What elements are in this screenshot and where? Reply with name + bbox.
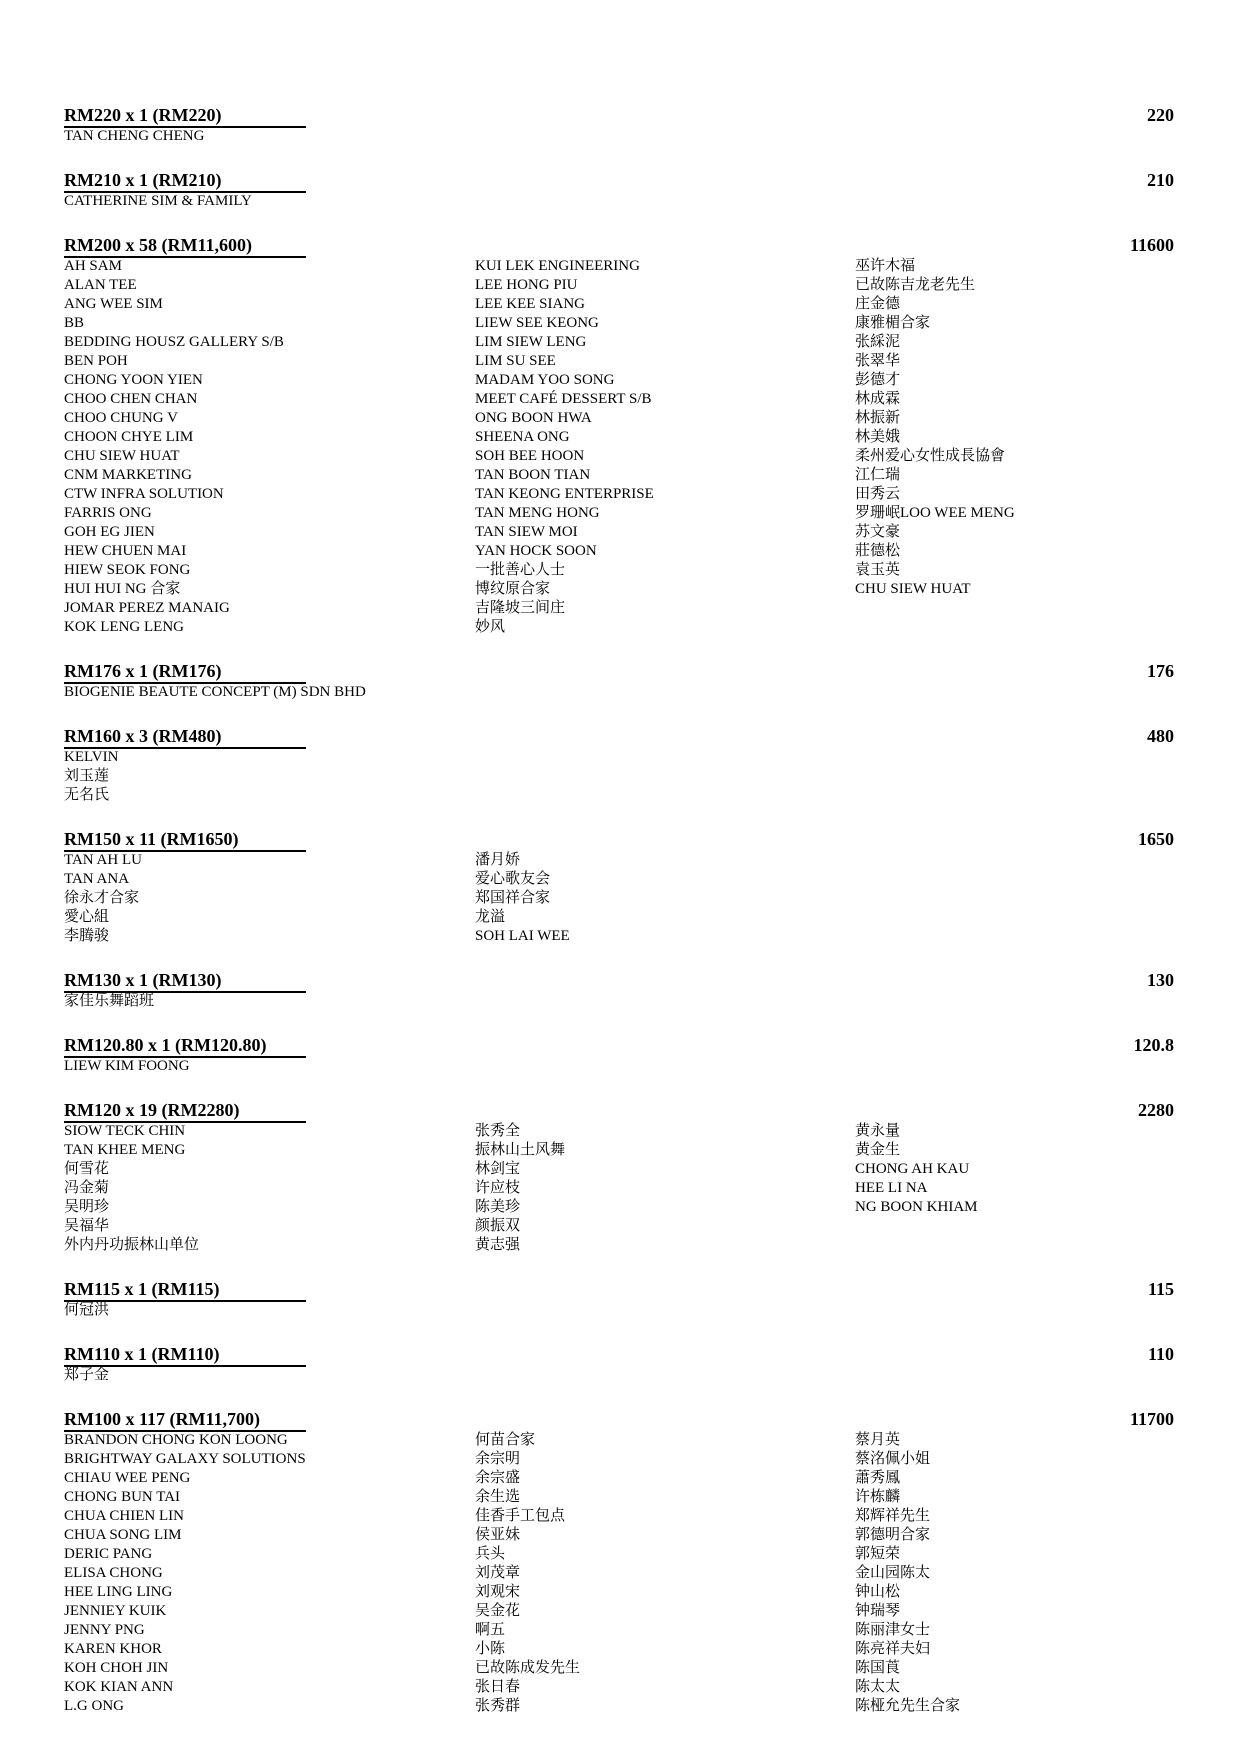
donor-name: 钟瑞琴 bbox=[855, 1603, 901, 1619]
tier-header bbox=[64, 969, 1174, 991]
donor-name: 林振新 bbox=[855, 410, 901, 426]
tier-total: 210 bbox=[1147, 170, 1174, 190]
donation-tier bbox=[64, 660, 1174, 702]
donor-name: 家佳乐舞蹈班 bbox=[64, 993, 155, 1009]
tier-header bbox=[64, 1343, 1174, 1365]
donor-name: 爱心歌友会 bbox=[475, 871, 551, 887]
donation-tier bbox=[64, 1343, 1174, 1385]
donor-name: CHOO CHUNG V bbox=[64, 410, 178, 426]
donor-columns bbox=[64, 1431, 1174, 1716]
donor-name: 振林山土风舞 bbox=[475, 1142, 566, 1158]
donor-column bbox=[64, 1366, 475, 1385]
tier-header bbox=[64, 1278, 1174, 1300]
donor-name: CHOO CHEN CHAN bbox=[64, 391, 198, 407]
donor-name: HUI HUI NG 合家 bbox=[64, 581, 181, 597]
donor-name: 陈亮祥夫妇 bbox=[855, 1641, 931, 1657]
donor-column bbox=[475, 257, 855, 637]
donor-name: ALAN TEE bbox=[64, 277, 137, 293]
donor-name: 陈美珍 bbox=[475, 1199, 521, 1215]
tier-title: RM150 x 11 (RM1650) bbox=[64, 828, 306, 852]
donor-name: 陈丽津女士 bbox=[855, 1622, 931, 1638]
donation-tier bbox=[64, 1099, 1174, 1255]
donor-name: KOK KIAN ANN bbox=[64, 1679, 174, 1695]
donor-name: TAN BOON TIAN bbox=[475, 467, 591, 483]
tier-header bbox=[64, 828, 1174, 850]
donor-name: SOH BEE HOON bbox=[475, 448, 585, 464]
donor-name: KOK LENG LENG bbox=[64, 619, 184, 635]
donor-name: 颜振双 bbox=[475, 1218, 521, 1234]
donor-column bbox=[64, 127, 475, 146]
donor-name: 刘玉莲 bbox=[64, 768, 110, 784]
donor-name: 张日春 bbox=[475, 1679, 521, 1695]
tier-header bbox=[64, 234, 1174, 256]
donor-name: HEE LI NA bbox=[855, 1180, 928, 1196]
donor-columns bbox=[64, 748, 1174, 805]
donor-name: KUI LEK ENGINEERING bbox=[475, 258, 640, 274]
donor-name: 莊德松 bbox=[855, 543, 901, 559]
donor-name: CATHERINE SIM & FAMILY bbox=[64, 193, 252, 209]
donation-tier bbox=[64, 828, 1174, 946]
donor-name: CNM MARKETING bbox=[64, 467, 192, 483]
donor-name: ONG BOON HWA bbox=[475, 410, 592, 426]
donor-name: 庄金德 bbox=[855, 296, 901, 312]
donor-name: 啊五 bbox=[475, 1622, 506, 1638]
donor-name: TAN KHEE MENG bbox=[64, 1142, 186, 1158]
donor-name: CHOON CHYE LIM bbox=[64, 429, 194, 445]
donation-list bbox=[64, 104, 1174, 1739]
donor-name: 余宗明 bbox=[475, 1451, 521, 1467]
donor-name: 吴福华 bbox=[64, 1218, 110, 1234]
tier-total: 115 bbox=[1147, 1279, 1174, 1299]
donor-name: 何冠洪 bbox=[64, 1302, 110, 1318]
donation-tier bbox=[64, 169, 1174, 211]
tier-title: RM200 x 58 (RM11,600) bbox=[64, 234, 306, 258]
donor-name: 何苗合家 bbox=[475, 1432, 536, 1448]
donor-name: CTW INFRA SOLUTION bbox=[64, 486, 224, 502]
donor-name: 妙风 bbox=[475, 619, 506, 635]
donor-column bbox=[64, 192, 475, 211]
donor-name: 张秀全 bbox=[475, 1123, 521, 1139]
donor-name: 余生选 bbox=[475, 1489, 521, 1505]
donor-name: 侯亚妹 bbox=[475, 1527, 521, 1543]
donor-name: 已故陈吉龙老先生 bbox=[855, 277, 976, 293]
donor-name: 许栋麟 bbox=[855, 1489, 901, 1505]
donor-name: HEW CHUEN MAI bbox=[64, 543, 187, 559]
tier-total: 1650 bbox=[1138, 829, 1174, 849]
donor-name: 郑国祥合家 bbox=[475, 890, 551, 906]
donor-name: 外内丹功振林山单位 bbox=[64, 1237, 200, 1253]
donor-name: SIOW TECK CHIN bbox=[64, 1123, 186, 1139]
donor-name: 巫许木福 bbox=[855, 258, 916, 274]
donor-column bbox=[64, 748, 475, 805]
donor-name: HIEW SEOK FONG bbox=[64, 562, 191, 578]
tier-title: RM220 x 1 (RM220) bbox=[64, 104, 306, 128]
donor-name: 彭德才 bbox=[855, 372, 901, 388]
tier-title: RM176 x 1 (RM176) bbox=[64, 660, 306, 684]
donor-name: 钟山松 bbox=[855, 1584, 901, 1600]
donor-name: 袁玉英 bbox=[855, 562, 901, 578]
tier-title: RM100 x 117 (RM11,700) bbox=[64, 1408, 306, 1432]
donor-name: 张翠华 bbox=[855, 353, 901, 369]
donor-columns bbox=[64, 851, 1174, 946]
tier-header bbox=[64, 725, 1174, 747]
donor-column bbox=[475, 851, 855, 946]
donor-name: 郭短荣 bbox=[855, 1546, 901, 1562]
donor-name: 蔡月英 bbox=[855, 1432, 901, 1448]
donor-name: 张綵泥 bbox=[855, 334, 901, 350]
tier-total: 220 bbox=[1147, 105, 1174, 125]
tier-total: 11600 bbox=[1129, 235, 1174, 255]
tier-total: 11700 bbox=[1129, 1409, 1174, 1429]
tier-header bbox=[64, 660, 1174, 682]
donor-name: L.G ONG bbox=[64, 1698, 124, 1714]
donor-name: 博纹原合家 bbox=[475, 581, 551, 597]
donor-columns bbox=[64, 1057, 1174, 1076]
donor-column bbox=[855, 1431, 1174, 1716]
donation-tier bbox=[64, 969, 1174, 1011]
tier-total: 176 bbox=[1147, 661, 1174, 681]
donation-tier bbox=[64, 1408, 1174, 1716]
donor-name: AH SAM bbox=[64, 258, 122, 274]
donor-name: 林美娥 bbox=[855, 429, 901, 445]
donor-name: 蕭秀鳳 bbox=[855, 1470, 901, 1486]
donor-column bbox=[64, 851, 475, 946]
donor-name: BRANDON CHONG KON LOONG bbox=[64, 1432, 288, 1448]
donor-name: 吴明珍 bbox=[64, 1199, 110, 1215]
donor-columns bbox=[64, 683, 1174, 702]
donor-name: 一批善心人士 bbox=[475, 562, 566, 578]
tier-total: 130 bbox=[1147, 970, 1174, 990]
tier-title: RM120.80 x 1 (RM120.80) bbox=[64, 1034, 306, 1058]
donor-name: 佳香手工包点 bbox=[475, 1508, 566, 1524]
donor-name: 张秀群 bbox=[475, 1698, 521, 1714]
donor-name: CHONG BUN TAI bbox=[64, 1489, 181, 1505]
donor-columns bbox=[64, 1301, 1174, 1320]
donor-column bbox=[475, 1122, 855, 1255]
donor-name: 吴金花 bbox=[475, 1603, 521, 1619]
donor-name: 黄永量 bbox=[855, 1123, 901, 1139]
donor-name: 江仁瑞 bbox=[855, 467, 901, 483]
donor-name: MEET CAFÉ DESSERT S/B bbox=[475, 391, 652, 407]
tier-header bbox=[64, 104, 1174, 126]
tier-header bbox=[64, 1408, 1174, 1430]
donor-column bbox=[475, 1431, 855, 1716]
donor-name: LEE KEE SIANG bbox=[475, 296, 585, 312]
donor-name: TAN ANA bbox=[64, 871, 130, 887]
donor-column bbox=[855, 257, 1174, 637]
donor-name: LIM SU SEE bbox=[475, 353, 556, 369]
donor-name: 黄金生 bbox=[855, 1142, 901, 1158]
donor-name: LIEW KIM FOONG bbox=[64, 1058, 190, 1074]
tier-title: RM160 x 3 (RM480) bbox=[64, 725, 306, 749]
donor-columns bbox=[64, 1366, 1174, 1385]
donor-name: KELVIN bbox=[64, 749, 119, 765]
donor-column bbox=[64, 1122, 475, 1255]
donor-name: BIOGENIE BEAUTE CONCEPT (M) SDN BHD bbox=[64, 684, 366, 700]
donor-name: CHONG YOON YIEN bbox=[64, 372, 203, 388]
donor-name: 已故陈成发先生 bbox=[475, 1660, 581, 1676]
tier-header bbox=[64, 1034, 1174, 1056]
donor-name: TAN MENG HONG bbox=[475, 505, 600, 521]
donor-name: CHU SIEW HUAT bbox=[855, 581, 971, 597]
donor-name: 苏文豪 bbox=[855, 524, 901, 540]
donor-name: 何雪花 bbox=[64, 1161, 110, 1177]
donor-name: CHIAU WEE PENG bbox=[64, 1470, 191, 1486]
donation-tier bbox=[64, 1034, 1174, 1076]
donor-name: 龙溢 bbox=[475, 909, 506, 925]
donor-columns bbox=[64, 992, 1174, 1011]
donor-name: SOH LAI WEE bbox=[475, 928, 570, 944]
donor-name: 罗珊岷LOO WEE MENG bbox=[855, 505, 1015, 521]
donor-name: TAN KEONG ENTERPRISE bbox=[475, 486, 654, 502]
donor-name: HEE LING LING bbox=[64, 1584, 173, 1600]
donor-name: 蔡洺佩小姐 bbox=[855, 1451, 931, 1467]
donor-name: LIM SIEW LENG bbox=[475, 334, 587, 350]
donor-columns bbox=[64, 257, 1174, 637]
donation-tier bbox=[64, 1278, 1174, 1320]
donor-name: 愛心組 bbox=[64, 909, 110, 925]
tier-title: RM210 x 1 (RM210) bbox=[64, 169, 306, 193]
donor-name: TAN AH LU bbox=[64, 852, 142, 868]
donor-name: 林剑宝 bbox=[475, 1161, 521, 1177]
donor-name: 林成霖 bbox=[855, 391, 901, 407]
donor-column bbox=[64, 992, 475, 1011]
donor-name: DERIC PANG bbox=[64, 1546, 153, 1562]
donor-name: 吉隆坡三间庄 bbox=[475, 600, 566, 616]
donor-name: FARRIS ONG bbox=[64, 505, 152, 521]
donor-column bbox=[855, 1122, 1174, 1255]
donor-name: 郑子金 bbox=[64, 1367, 110, 1383]
donor-columns bbox=[64, 192, 1174, 211]
donor-name: BB bbox=[64, 315, 85, 331]
donor-column bbox=[64, 1301, 475, 1320]
donor-name: 陈太太 bbox=[855, 1679, 901, 1695]
donor-column bbox=[64, 1431, 475, 1716]
donor-name: ELISA CHONG bbox=[64, 1565, 163, 1581]
donation-tier bbox=[64, 104, 1174, 146]
tier-header bbox=[64, 169, 1174, 191]
donor-name: 郑辉祥先生 bbox=[855, 1508, 931, 1524]
donor-column bbox=[64, 257, 475, 637]
tier-title: RM130 x 1 (RM130) bbox=[64, 969, 306, 993]
donor-name: 小陈 bbox=[475, 1641, 506, 1657]
donor-name: ANG WEE SIM bbox=[64, 296, 163, 312]
donor-name: BEN POH bbox=[64, 353, 128, 369]
donor-name: 徐永才合家 bbox=[64, 890, 140, 906]
donation-tier bbox=[64, 725, 1174, 805]
donor-name: 许应枝 bbox=[475, 1180, 521, 1196]
donor-name: 陈国莨 bbox=[855, 1660, 901, 1676]
donor-name: 康雅楣合家 bbox=[855, 315, 931, 331]
donor-name: CHU SIEW HUAT bbox=[64, 448, 180, 464]
donor-name: 刘茂章 bbox=[475, 1565, 521, 1581]
donor-name: YAN HOCK SOON bbox=[475, 543, 597, 559]
donor-name: TAN SIEW MOI bbox=[475, 524, 578, 540]
donor-name: 余宗盛 bbox=[475, 1470, 521, 1486]
donor-name: CHUA CHIEN LIN bbox=[64, 1508, 184, 1524]
donor-name: LEE HONG PIU bbox=[475, 277, 578, 293]
donor-column bbox=[64, 683, 475, 702]
donor-name: 刘观宋 bbox=[475, 1584, 521, 1600]
donor-name: 潘月娇 bbox=[475, 852, 521, 868]
tier-header bbox=[64, 1099, 1174, 1121]
donor-name: 兵头 bbox=[475, 1546, 506, 1562]
donor-name: SHEENA ONG bbox=[475, 429, 570, 445]
donor-name: 李腾骏 bbox=[64, 928, 110, 944]
tier-title: RM120 x 19 (RM2280) bbox=[64, 1099, 306, 1123]
donor-name: 冯金菊 bbox=[64, 1180, 110, 1196]
donor-name: GOH EG JIEN bbox=[64, 524, 155, 540]
tier-total: 110 bbox=[1147, 1344, 1174, 1364]
donor-name: CHONG AH KAU bbox=[855, 1161, 970, 1177]
donor-name: 柔州爱心女性成長協會 bbox=[855, 448, 1006, 464]
donor-name: KAREN KHOR bbox=[64, 1641, 162, 1657]
donor-columns bbox=[64, 1122, 1174, 1255]
tier-total: 2280 bbox=[1138, 1100, 1174, 1120]
donor-name: LIEW SEE KEONG bbox=[475, 315, 599, 331]
donor-name: 金山园陈太 bbox=[855, 1565, 931, 1581]
donation-tier bbox=[64, 234, 1174, 637]
donor-name: MADAM YOO SONG bbox=[475, 372, 615, 388]
donor-name: BEDDING HOUSZ GALLERY S/B bbox=[64, 334, 284, 350]
donor-name: BRIGHTWAY GALAXY SOLUTIONS bbox=[64, 1451, 306, 1467]
donor-name: JOMAR PEREZ MANAIG bbox=[64, 600, 230, 616]
donor-columns bbox=[64, 127, 1174, 146]
donor-column bbox=[64, 1057, 475, 1076]
donor-name: JENNY PNG bbox=[64, 1622, 145, 1638]
tier-title: RM110 x 1 (RM110) bbox=[64, 1343, 306, 1367]
donor-name: 陈桠允先生合家 bbox=[855, 1698, 961, 1714]
tier-title: RM115 x 1 (RM115) bbox=[64, 1278, 306, 1302]
donor-name: TAN CHENG CHENG bbox=[64, 128, 205, 144]
donor-name: JENNIEY KUIK bbox=[64, 1603, 167, 1619]
donor-name: NG BOON KHIAM bbox=[855, 1199, 978, 1215]
tier-total: 480 bbox=[1147, 726, 1174, 746]
donor-name: CHUA SONG LIM bbox=[64, 1527, 182, 1543]
donor-name: KOH CHOH JIN bbox=[64, 1660, 169, 1676]
donor-name: 黄志强 bbox=[475, 1237, 521, 1253]
tier-total: 120.8 bbox=[1133, 1035, 1174, 1055]
donor-name: 田秀云 bbox=[855, 486, 901, 502]
donor-name: 郭德明合家 bbox=[855, 1527, 931, 1543]
donor-name: 无名氏 bbox=[64, 787, 110, 803]
